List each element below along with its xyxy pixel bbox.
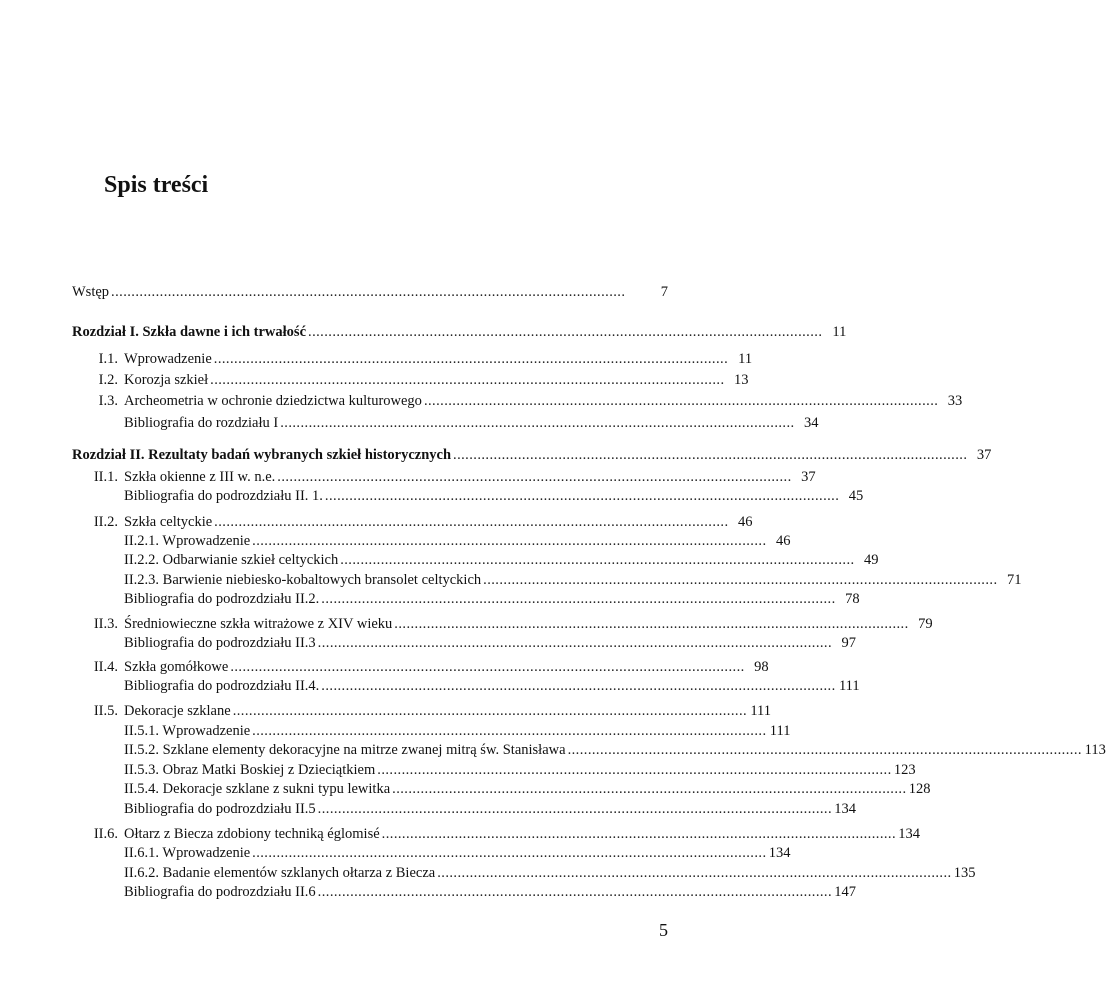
toc-entry-label: II.2.1. Wprowadzenie — [124, 533, 251, 549]
page-title: Spis treści — [104, 172, 209, 198]
toc-entry-page: 78 — [845, 591, 860, 607]
toc-entry-page: 11 — [832, 324, 847, 340]
dot-leader — [214, 513, 726, 531]
toc-entry-page: 134 — [768, 845, 791, 861]
toc-entry-page: 37 — [976, 447, 992, 463]
toc-entry-page: 97 — [841, 635, 856, 651]
dot-leader — [230, 658, 742, 676]
dot-leader — [340, 551, 852, 569]
toc-entry — [72, 283, 668, 301]
dot-leader — [382, 825, 894, 843]
toc-entry-number: I.1. — [98, 351, 118, 367]
toc-entry-label: Bibliografia do podrozdziału II.5 — [124, 801, 316, 817]
toc-entry — [72, 658, 769, 676]
toc-entry-label: Szkła gomółkowe — [124, 659, 229, 675]
toc-entry-page: 135 — [953, 865, 976, 881]
dot-leader — [392, 780, 904, 798]
toc-entry — [72, 487, 864, 505]
dot-leader — [321, 677, 833, 695]
toc-entry-label: II.2.3. Barwienie niebiesko-kobaltowych bransolet celtyckich — [124, 572, 482, 588]
toc-entry — [72, 634, 856, 652]
dot-leader — [277, 468, 789, 486]
toc-entry-label: Bibliografia do podrozdziału II. 1. — [124, 488, 323, 504]
dot-leader — [437, 864, 949, 882]
toc-entry — [72, 761, 916, 779]
dot-leader — [568, 741, 1080, 759]
toc-entry-label: Wprowadzenie — [124, 351, 212, 367]
toc-entry-label: Archeometria w ochronie dziedzictwa kulturowego — [124, 393, 422, 409]
toc-entry-page: 34 — [804, 415, 819, 431]
toc-entry-page: 113 — [1084, 742, 1106, 758]
toc-entry-page: 46 — [738, 514, 753, 530]
dot-leader — [252, 844, 764, 862]
toc-entry-page: 134 — [834, 801, 856, 817]
toc-entry — [72, 844, 791, 862]
toc-entry-number: II.6. — [93, 826, 118, 842]
dot-leader — [321, 590, 833, 608]
toc-entry-page: 134 — [898, 826, 920, 842]
dot-leader — [483, 571, 995, 589]
toc-entry-label: Dekoracje szklane — [124, 703, 231, 719]
toc-entry-label: Ołtarz z Biecza zdobiony techniką églomisé — [124, 826, 380, 842]
toc-entry-page: 33 — [947, 393, 963, 409]
dot-leader — [111, 283, 642, 301]
page-number: 5 — [659, 920, 668, 940]
toc-entry-page: 11 — [738, 351, 753, 367]
dot-leader — [280, 414, 792, 432]
toc-entry-number: II.5. — [93, 703, 118, 719]
toc-entry-page: 46 — [775, 533, 791, 549]
toc-entry — [72, 883, 856, 901]
toc-entry-label: II.5.1. Wprowadzenie — [124, 723, 251, 739]
toc-entry — [72, 677, 860, 695]
toc-entry-page: 128 — [908, 781, 931, 797]
dot-leader — [453, 446, 965, 464]
toc-entry-label: II.5.3. Obraz Matki Boskiej z Dzieciątkiem — [124, 762, 376, 778]
toc-entry — [72, 825, 920, 843]
toc-entry-label: II.5.4. Dekoracje szklane z sukni typu lewitka — [124, 781, 391, 797]
toc-entry — [72, 468, 816, 486]
dot-leader — [214, 350, 726, 368]
toc-entry — [72, 800, 856, 818]
toc-entry-number: II.4. — [93, 659, 118, 675]
toc-entry — [72, 532, 791, 550]
toc-entry-label: II.5.2. Szklane elementy dekoracyjne na mitrze zwanej mitrą św. Stanisława — [124, 742, 566, 758]
dot-leader — [318, 883, 830, 901]
toc-entry-page: 123 — [893, 762, 916, 778]
toc-entry — [72, 513, 753, 531]
toc-entry-label: Bibliografia do rozdziału I — [124, 415, 279, 431]
toc-entry — [72, 446, 992, 464]
dot-leader — [308, 323, 820, 341]
toc-entry-number: I.2. — [98, 372, 118, 388]
toc-entry-label: Bibliografia do podrozdziału II.2. — [124, 591, 320, 607]
dot-leader — [318, 800, 830, 818]
toc-entry-page: 98 — [754, 659, 769, 675]
toc-entry-page: 71 — [1006, 572, 1022, 588]
toc-entry-page: 49 — [864, 552, 879, 568]
toc-entry-label: II.6.1. Wprowadzenie — [124, 845, 251, 861]
dot-leader — [252, 532, 764, 550]
dot-leader — [394, 615, 906, 633]
toc-entry — [72, 323, 847, 341]
toc-entry-page: 7 — [660, 284, 668, 300]
dot-leader — [325, 487, 837, 505]
toc-entry-number: I.3. — [98, 393, 118, 409]
toc-entry-page: 79 — [918, 616, 933, 632]
toc-entry — [72, 392, 963, 410]
toc-entry — [72, 350, 753, 368]
toc-entry — [72, 864, 976, 882]
toc-entry-page: 111 — [769, 723, 791, 739]
toc-entry-page: 37 — [801, 469, 816, 485]
dot-leader — [252, 722, 764, 740]
toc-entry-number: II.2. — [93, 514, 118, 530]
toc-entry-number: II.3. — [93, 616, 118, 632]
toc-entry-page: 45 — [848, 488, 864, 504]
toc-entry — [72, 571, 1022, 589]
toc-entry-label: II.2.2. Odbarwianie szkieł celtyckich — [124, 552, 339, 568]
toc-entry — [72, 702, 772, 720]
dot-leader — [318, 634, 830, 652]
toc-entry-label: Bibliografia do podrozdziału II.6 — [124, 884, 316, 900]
toc-entry — [72, 780, 931, 798]
toc-entry-label: Szkła celtyckie — [124, 514, 213, 530]
toc-entry — [72, 371, 749, 389]
toc-entry-label: Rozdział I. Szkła dawne i ich trwałość — [72, 324, 307, 340]
toc-entry — [72, 551, 879, 569]
toc-entry-page: 13 — [733, 372, 749, 388]
dot-leader — [377, 761, 889, 779]
toc-entry-label: Wstęp — [72, 284, 110, 300]
toc-entry-label: Korozja szkieł — [124, 372, 209, 388]
toc-entry-label: II.6.2. Badanie elementów szklanych ołtarza z Biecza — [124, 865, 436, 881]
toc-entry — [72, 741, 1106, 759]
toc-entry-page: 147 — [834, 884, 856, 900]
toc-entry-label: Szkła okienne z III w. n.e. — [124, 469, 276, 485]
toc-entry — [72, 414, 819, 432]
toc-entry-page: 111 — [750, 703, 772, 719]
toc-entry-label: Bibliografia do podrozdziału II.3 — [124, 635, 316, 651]
toc-entry — [72, 590, 860, 608]
toc-entry-label: Średniowieczne szkła witrażowe z XIV wieku — [124, 616, 393, 632]
toc-entry — [72, 615, 933, 633]
toc-entry — [72, 722, 791, 740]
toc-entry-number: II.1. — [93, 469, 118, 485]
dot-leader — [210, 371, 722, 389]
dot-leader — [424, 392, 936, 410]
toc-entry-page: 111 — [838, 678, 860, 694]
toc-entry-label: Rozdział II. Rezultaty badań wybranych szkieł historycznych — [72, 447, 452, 463]
toc-entry-label: Bibliografia do podrozdziału II.4. — [124, 678, 320, 694]
dot-leader — [233, 702, 745, 720]
